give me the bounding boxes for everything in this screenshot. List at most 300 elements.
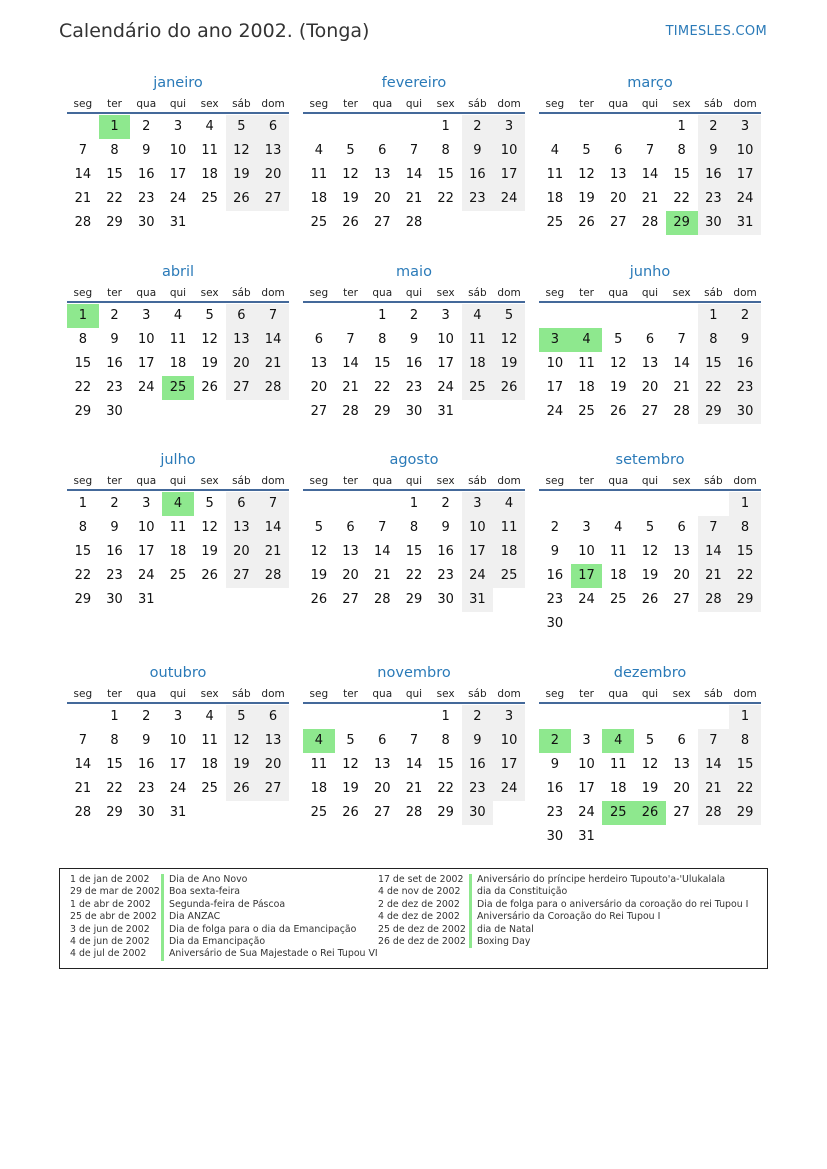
day-cell: 9 — [698, 139, 730, 163]
day-cell: 22 — [729, 777, 761, 801]
day-cell: 9 — [110, 520, 119, 535]
day-cell: 10 — [169, 733, 187, 748]
holiday-marker-icon — [161, 924, 164, 936]
day-cell: 20 — [673, 568, 690, 583]
legend-holiday-name: dia de Natal — [477, 923, 534, 935]
weekday-label: seg — [309, 475, 329, 487]
day-cell: 30 — [106, 404, 123, 419]
day-cell: 3 — [493, 705, 525, 729]
month-julho — [67, 449, 289, 612]
legend-holiday-name: Dia de folga para o dia da Emancipação — [169, 923, 357, 935]
day-cell: 20 — [226, 352, 258, 376]
day-cell: 25 — [310, 215, 328, 230]
weekday-label: seg — [73, 98, 93, 110]
day-cell: 7 — [645, 143, 655, 158]
day-cell: 15 — [729, 753, 761, 777]
day-cell: 12 — [342, 167, 359, 182]
weekday-label: sáb — [232, 98, 251, 110]
weekday-label: qui — [169, 688, 187, 700]
day-cell: 17 — [169, 167, 187, 182]
weekday-label: dom — [497, 475, 521, 487]
empty-cell — [571, 492, 603, 516]
weekday-label: ter — [107, 475, 122, 487]
day-cell: 15 — [698, 352, 730, 376]
day-cell: 13 — [641, 356, 659, 371]
day-cell: 6 — [378, 143, 387, 158]
day-cell: 21 — [74, 781, 92, 796]
day-cell: 15 — [437, 167, 454, 182]
day-cell: 27 — [373, 215, 391, 230]
day-cell: 28 — [641, 215, 659, 230]
day-cell: 10 — [546, 356, 564, 371]
day-cell: 30 — [137, 805, 155, 820]
day-cell: 26 — [226, 777, 258, 801]
day-cell: 9 — [110, 332, 119, 347]
weekday-label: sex — [672, 98, 691, 110]
day-cell: 23 — [106, 380, 123, 395]
day-cell: 12 — [310, 544, 328, 559]
weekday-header — [67, 471, 289, 491]
legend-column-left — [70, 874, 378, 961]
day-cell: 30 — [698, 211, 730, 235]
day-cell: 26 — [641, 592, 659, 607]
day-cell: 27 — [257, 777, 289, 801]
day-cell: 3 — [582, 733, 591, 748]
day-cell: 25 — [493, 564, 525, 588]
weekday-label: dom — [497, 688, 521, 700]
empty-cell — [602, 115, 634, 139]
day-cell: 6 — [257, 705, 289, 729]
weekday-label: sáb — [468, 98, 487, 110]
weekday-label: seg — [545, 287, 565, 299]
day-cell: 23 — [546, 805, 564, 820]
weekday-label: dom — [733, 98, 757, 110]
day-cell: 21 — [641, 191, 659, 206]
day-cell: 22 — [437, 191, 454, 206]
day-cell: 12 — [641, 544, 659, 559]
weekday-label: qua — [136, 688, 157, 700]
weekday-label: qui — [641, 98, 659, 110]
day-cell: 1 — [78, 496, 87, 511]
day-cell: 4 — [462, 304, 494, 328]
day-cell: 26 — [578, 215, 595, 230]
weekday-label: sex — [200, 98, 219, 110]
day-cell: 7 — [698, 516, 730, 540]
empty-cell — [335, 115, 367, 139]
weekday-header — [303, 283, 525, 303]
holiday-marker-icon — [469, 911, 472, 923]
weekday-label: seg — [545, 475, 565, 487]
day-grid — [67, 705, 289, 825]
weekday-label: qua — [608, 475, 629, 487]
day-cell: 30 — [546, 829, 564, 844]
weekday-label: sáb — [468, 475, 487, 487]
day-cell: 31 — [437, 404, 454, 419]
empty-cell — [698, 705, 730, 729]
day-cell: 23 — [137, 191, 155, 206]
day-cell: 28 — [74, 215, 92, 230]
day-cell: 2 — [462, 115, 494, 139]
weekday-label: qui — [169, 475, 187, 487]
weekday-label: qui — [169, 287, 187, 299]
day-cell: 16 — [729, 352, 761, 376]
month-name: março — [627, 75, 673, 91]
day-grid — [67, 492, 289, 612]
weekday-label: qui — [405, 688, 423, 700]
day-cell: 7 — [378, 520, 387, 535]
day-cell: 29 — [729, 801, 761, 825]
legend-holiday-name: Dia de Ano Novo — [169, 874, 248, 885]
day-cell: 6 — [677, 733, 686, 748]
day-cell: 11 — [310, 757, 328, 772]
empty-cell — [634, 304, 666, 328]
day-grid — [539, 492, 761, 636]
day-cell: 19 — [493, 352, 525, 376]
weekday-label: dom — [497, 98, 521, 110]
day-cell: 7 — [346, 332, 355, 347]
day-cell: 2 — [698, 115, 730, 139]
day-cell: 15 — [106, 757, 123, 772]
day-cell: 9 — [409, 332, 419, 347]
day-cell: 24 — [578, 592, 595, 607]
day-cell: 5 — [645, 520, 655, 535]
weekday-label: qua — [608, 98, 629, 110]
day-cell: 15 — [74, 356, 92, 371]
month-dezembro — [539, 662, 761, 849]
empty-cell — [67, 705, 99, 729]
day-cell: 30 — [405, 404, 423, 419]
day-cell: 24 — [493, 777, 525, 801]
legend-holiday-name: Aniversário da Coroação do Rei Tupou I — [477, 911, 661, 923]
day-cell: 14 — [373, 544, 391, 559]
legend-row — [70, 899, 378, 911]
empty-cell — [571, 115, 603, 139]
day-cell: 11 — [609, 757, 627, 772]
empty-cell — [698, 492, 730, 516]
day-cell: 2 — [441, 496, 450, 511]
day-cell: 3 — [173, 709, 183, 724]
holiday-day-cell: 26 — [634, 801, 666, 825]
empty-cell — [634, 705, 666, 729]
day-cell: 5 — [205, 496, 214, 511]
legend-holiday-name: Aniversário de Sua Majestade o Rei Tupou VI — [169, 948, 378, 960]
month-name: janeiro — [153, 75, 203, 91]
day-grid — [539, 115, 761, 235]
day-grid — [303, 115, 525, 235]
day-cell: 14 — [641, 167, 659, 182]
legend-row — [70, 948, 378, 960]
weekday-label: seg — [73, 475, 93, 487]
day-cell: 13 — [226, 516, 258, 540]
day-cell: 1 — [677, 119, 686, 134]
weekday-label: sex — [200, 688, 219, 700]
day-cell: 14 — [74, 757, 92, 772]
day-cell: 28 — [257, 376, 289, 400]
day-cell: 16 — [462, 163, 494, 187]
day-cell: 19 — [609, 380, 627, 395]
day-cell: 27 — [226, 376, 258, 400]
day-cell: 18 — [201, 167, 218, 182]
day-cell: 23 — [462, 777, 494, 801]
day-cell: 13 — [257, 729, 289, 753]
weekday-label: qui — [641, 475, 659, 487]
weekday-label: sáb — [232, 688, 251, 700]
page-title: Calendário do ano 2002. (Tonga) — [59, 20, 370, 42]
day-cell: 17 — [729, 163, 761, 187]
empty-cell — [303, 705, 335, 729]
day-cell: 17 — [137, 544, 155, 559]
day-cell: 21 — [342, 380, 359, 395]
day-cell: 10 — [729, 139, 761, 163]
day-cell: 7 — [257, 492, 289, 516]
day-cell: 19 — [342, 191, 359, 206]
day-cell: 31 — [462, 588, 494, 612]
day-cell: 29 — [74, 592, 92, 607]
day-cell: 24 — [437, 380, 454, 395]
holiday-day-cell: 29 — [666, 211, 698, 235]
weekday-label: sex — [672, 287, 691, 299]
weekday-label: qui — [641, 688, 659, 700]
day-cell: 13 — [609, 167, 627, 182]
day-cell: 8 — [378, 332, 387, 347]
empty-cell — [634, 115, 666, 139]
day-cell: 24 — [729, 187, 761, 211]
weekday-label: sex — [436, 475, 455, 487]
day-cell: 27 — [310, 404, 328, 419]
day-cell: 7 — [257, 304, 289, 328]
day-cell: 25 — [546, 215, 564, 230]
day-cell: 19 — [641, 781, 659, 796]
day-cell: 20 — [373, 781, 391, 796]
holiday-marker-icon — [469, 936, 472, 948]
day-cell: 31 — [169, 215, 187, 230]
day-cell: 15 — [437, 757, 454, 772]
empty-cell — [602, 304, 634, 328]
weekday-label: dom — [733, 475, 757, 487]
day-cell: 9 — [550, 544, 559, 559]
day-cell: 8 — [110, 143, 119, 158]
month-abril — [67, 261, 289, 424]
weekday-label: sáb — [468, 688, 487, 700]
day-cell: 16 — [405, 356, 423, 371]
day-cell: 19 — [310, 568, 328, 583]
day-cell: 12 — [201, 332, 218, 347]
day-cell: 10 — [137, 332, 155, 347]
holiday-legend — [59, 868, 768, 969]
month-novembro — [303, 662, 525, 825]
weekday-header — [67, 684, 289, 704]
holiday-day-cell: 25 — [602, 801, 634, 825]
day-cell: 26 — [609, 404, 627, 419]
weekday-label: ter — [579, 475, 594, 487]
day-cell: 30 — [729, 400, 761, 424]
day-cell: 14 — [673, 356, 690, 371]
day-cell: 8 — [677, 143, 686, 158]
day-cell: 4 — [205, 709, 214, 724]
legend-row — [70, 924, 378, 936]
weekday-label: ter — [343, 688, 358, 700]
empty-cell — [634, 492, 666, 516]
day-cell: 8 — [729, 516, 761, 540]
day-cell: 19 — [342, 781, 359, 796]
legend-date: 4 de nov de 2002 — [378, 886, 461, 898]
day-cell: 3 — [173, 119, 183, 134]
holiday-marker-icon — [161, 886, 164, 898]
day-cell: 14 — [405, 757, 423, 772]
day-cell: 7 — [409, 143, 419, 158]
day-cell: 11 — [310, 167, 328, 182]
day-cell: 24 — [137, 380, 155, 395]
empty-cell — [602, 492, 634, 516]
weekday-header — [67, 94, 289, 114]
weekday-label: dom — [261, 688, 285, 700]
weekday-header — [539, 283, 761, 303]
day-cell: 24 — [169, 781, 187, 796]
weekday-label: dom — [497, 287, 521, 299]
day-cell: 22 — [74, 568, 92, 583]
day-cell: 20 — [257, 753, 289, 777]
day-cell: 15 — [729, 540, 761, 564]
day-cell: 24 — [578, 805, 595, 820]
day-cell: 18 — [201, 757, 218, 772]
weekday-label: qua — [136, 287, 157, 299]
day-cell: 1 — [378, 308, 387, 323]
empty-cell — [67, 115, 99, 139]
day-cell: 27 — [342, 592, 359, 607]
day-cell: 9 — [441, 520, 450, 535]
legend-row — [378, 899, 748, 911]
day-cell: 25 — [201, 191, 218, 206]
day-cell: 3 — [142, 496, 151, 511]
day-cell: 14 — [257, 328, 289, 352]
weekday-label: qua — [608, 287, 629, 299]
legend-date: 4 de dez de 2002 — [378, 911, 460, 923]
weekday-label: dom — [733, 688, 757, 700]
day-cell: 12 — [641, 757, 659, 772]
day-cell: 3 — [142, 308, 151, 323]
weekday-header — [303, 684, 525, 704]
legend-holiday-name: Aniversário do príncipe herdeiro Tupouto'a-'Ulukalala — [477, 874, 726, 885]
holiday-day-cell: 1 — [67, 304, 99, 328]
day-cell: 18 — [169, 544, 187, 559]
day-cell: 20 — [673, 781, 690, 796]
weekday-label: qui — [405, 287, 423, 299]
day-cell: 3 — [493, 115, 525, 139]
month-name: setembro — [615, 452, 685, 468]
day-cell: 15 — [373, 356, 391, 371]
legend-holiday-name: Dia de folga para o aniversário da coroação do rei Tupou I — [477, 898, 749, 910]
day-cell: 9 — [729, 328, 761, 352]
day-cell: 25 — [609, 592, 627, 607]
weekday-label: ter — [343, 475, 358, 487]
day-cell: 25 — [578, 404, 595, 419]
legend-date: 4 de jul de 2002 — [70, 948, 147, 960]
day-cell: 29 — [698, 400, 730, 424]
month-janeiro — [67, 72, 289, 235]
month-junho — [539, 261, 761, 424]
holiday-marker-icon — [161, 948, 164, 960]
day-cell: 15 — [405, 544, 423, 559]
day-cell: 4 — [173, 308, 183, 323]
day-cell: 20 — [342, 568, 359, 583]
day-cell: 20 — [641, 380, 659, 395]
day-cell: 1 — [441, 709, 450, 724]
day-cell: 27 — [673, 805, 690, 820]
day-cell: 23 — [462, 187, 494, 211]
day-cell: 3 — [729, 115, 761, 139]
weekday-label: qua — [372, 475, 393, 487]
empty-cell — [303, 115, 335, 139]
day-cell: 9 — [142, 143, 151, 158]
day-cell: 18 — [578, 380, 595, 395]
legend-row — [70, 886, 378, 898]
brand-link[interactable]: TIMESLES.COM — [665, 24, 767, 39]
day-cell: 8 — [441, 143, 450, 158]
day-cell: 29 — [405, 592, 423, 607]
legend-holiday-name: Dia da Emancipação — [169, 935, 266, 947]
day-cell: 6 — [314, 332, 323, 347]
day-cell: 26 — [342, 215, 359, 230]
day-cell: 4 — [493, 492, 525, 516]
day-cell: 20 — [257, 163, 289, 187]
day-cell: 30 — [437, 592, 454, 607]
weekday-label: qui — [641, 287, 659, 299]
day-cell: 22 — [673, 191, 690, 206]
weekday-label: ter — [107, 98, 122, 110]
weekday-label: ter — [579, 287, 594, 299]
day-cell: 5 — [493, 304, 525, 328]
weekday-header — [539, 94, 761, 114]
day-cell: 20 — [373, 191, 391, 206]
day-cell: 22 — [698, 376, 730, 400]
day-cell: 19 — [578, 191, 595, 206]
month-name: fevereiro — [381, 75, 447, 91]
day-cell: 4 — [614, 520, 623, 535]
day-cell: 28 — [698, 588, 730, 612]
day-cell: 28 — [698, 801, 730, 825]
day-cell: 9 — [462, 139, 494, 163]
month-name: agosto — [389, 452, 439, 468]
day-grid — [67, 115, 289, 235]
day-cell: 9 — [142, 733, 151, 748]
day-cell: 2 — [110, 308, 119, 323]
legend-holiday-name: Boa sexta-feira — [169, 886, 241, 898]
day-cell: 10 — [493, 729, 525, 753]
day-cell: 18 — [493, 540, 525, 564]
weekday-label: ter — [343, 98, 358, 110]
month-maio — [303, 261, 525, 424]
month-agosto — [303, 449, 525, 612]
day-cell: 2 — [462, 705, 494, 729]
legend-date: 25 de dez de 2002 — [378, 923, 466, 935]
day-cell: 30 — [546, 616, 564, 631]
weekday-label: ter — [343, 287, 358, 299]
day-cell: 22 — [74, 380, 92, 395]
day-cell: 27 — [257, 187, 289, 211]
holiday-day-cell: 25 — [162, 376, 194, 400]
day-cell: 13 — [673, 544, 690, 559]
day-cell: 12 — [578, 167, 595, 182]
day-cell: 7 — [78, 733, 87, 748]
empty-cell — [366, 705, 398, 729]
weekday-label: qua — [136, 98, 157, 110]
weekday-label: seg — [73, 287, 93, 299]
day-cell: 8 — [78, 332, 87, 347]
weekday-label: sáb — [232, 475, 251, 487]
day-cell: 12 — [493, 328, 525, 352]
weekday-label: dom — [261, 287, 285, 299]
day-cell: 2 — [729, 304, 761, 328]
